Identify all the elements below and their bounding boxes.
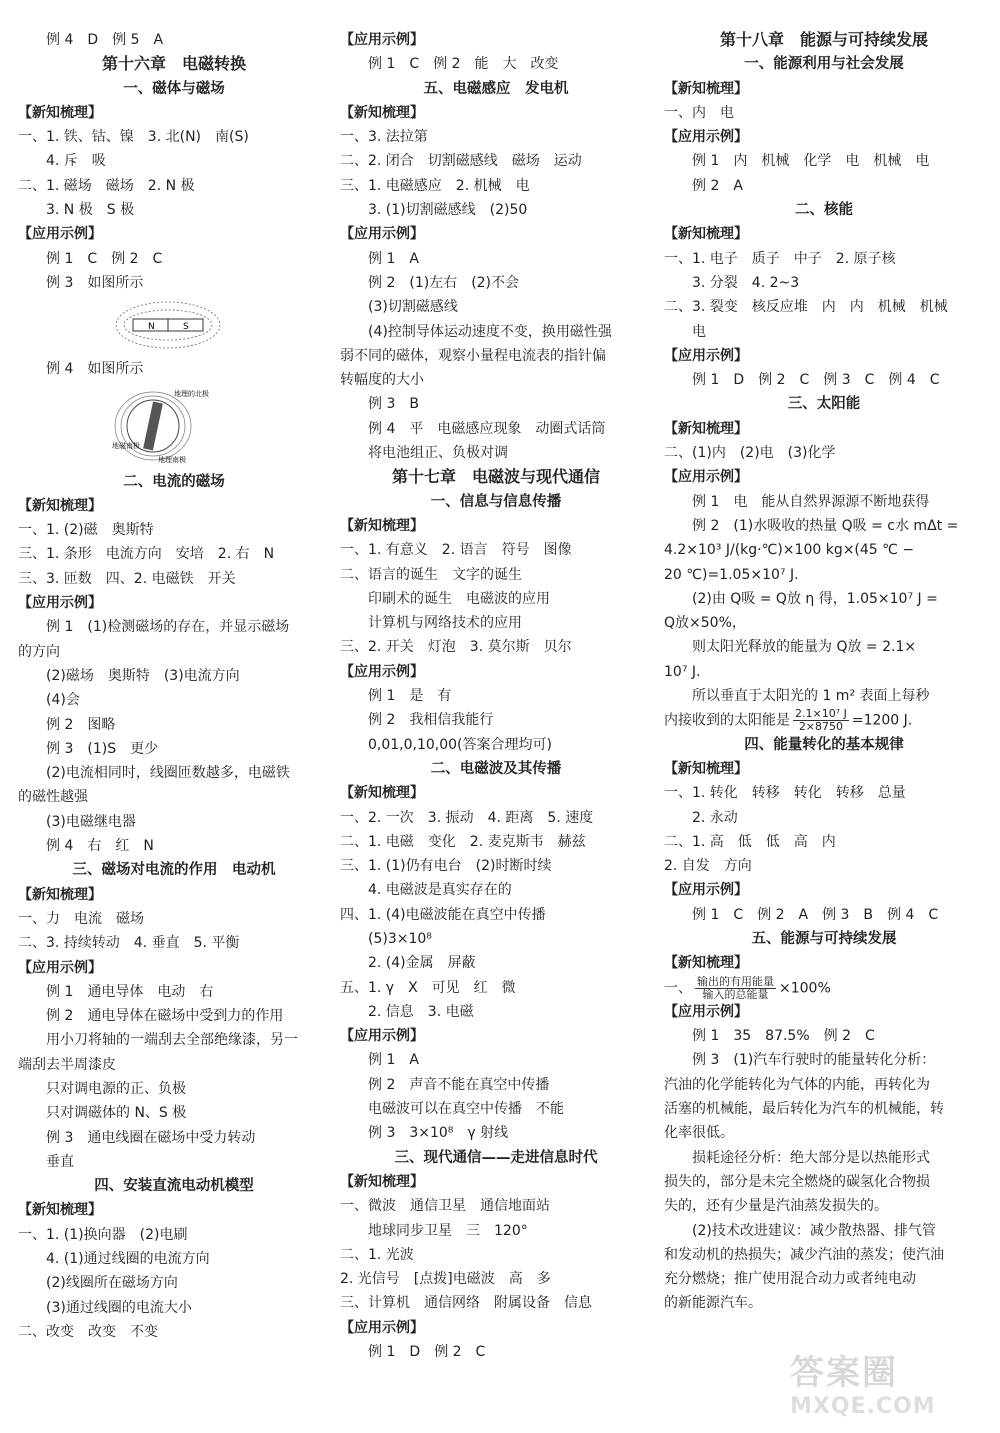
- answer-line: 三、3. 匝数 四、2. 电磁铁 开关: [18, 570, 236, 587]
- answer-line: 二、3. 持续转动 4. 垂直 5. 平衡: [18, 935, 240, 952]
- answer-line: 一、微波 通信卫星 通信地面站: [340, 1198, 550, 1215]
- answer-line: 印刷术的诞生 电磁波的应用: [368, 590, 550, 607]
- figure-label: 地理南极: [158, 455, 186, 464]
- answer-line: 垂直: [46, 1153, 74, 1170]
- answer-line: 例 3 3×10⁸ γ 射线: [368, 1125, 509, 1142]
- section-title: 二、核能: [795, 202, 853, 219]
- answer-line: 汽油的化学能转化为气体的内能，再转化为: [664, 1076, 930, 1093]
- answer-line: 例 2 声音不能在真空中传播: [368, 1076, 550, 1093]
- new-knowledge-label: 【新知梳理】: [664, 420, 748, 437]
- north-pole-label: N: [148, 322, 155, 333]
- answer-line: 三、1. (1)仍有电台 (2)时断时续: [340, 858, 552, 875]
- answer-line: 例 2 (1)水吸收的热量 Q吸 = c水 mΔt =: [692, 517, 959, 534]
- answer-line: 五、1. γ X 可见 红 微: [340, 979, 516, 996]
- answer-line: (2)技术改进建议：减少散热器、排气管: [692, 1222, 936, 1239]
- answer-line: 例 1 35 87.5% 例 2 C: [692, 1028, 875, 1045]
- answer-line: 一、力 电流 磁场: [18, 910, 144, 927]
- application-label: 【应用示例】: [664, 1003, 748, 1020]
- answer-line: 例 1 通电导体 电动 右: [46, 983, 214, 1000]
- answer-line: 损耗途径分析：绝大部分是以热能形式: [692, 1149, 930, 1166]
- answer-line: 二、2. 闭合 切割磁感线 磁场 运动: [340, 153, 582, 170]
- chapter-16-title: 第十六章 电磁转换: [101, 54, 246, 74]
- answer-line: 二、改变 改变 不变: [18, 1323, 158, 1340]
- application-label: 【应用示例】: [664, 469, 748, 486]
- answer-line: 0,01,0,10,00(答案合理均可): [368, 736, 552, 753]
- answer-line: 的磁性越强: [18, 789, 88, 806]
- answer-line: 用小刀将轴的一端刮去全部绝缘漆，另一: [46, 1032, 298, 1049]
- answer-line: 则太阳光释放的能量为 Q放 = 2.1×: [692, 639, 917, 656]
- application-label: 【应用示例】: [340, 1319, 424, 1336]
- answer-line: 例 2 通电导体在磁场中受到力的作用: [46, 1008, 284, 1025]
- answer-line: 二、1. 磁场 磁场 2. N 极: [18, 177, 195, 194]
- bar-magnet-field-diagram: [113, 299, 223, 351]
- answer-line: 一、2. 一次 3. 振动 4. 距离 5. 速度: [340, 809, 594, 826]
- answer-line: (2)线圈所在磁场方向: [46, 1275, 178, 1292]
- new-knowledge-label: 【新知梳理】: [664, 760, 748, 777]
- answer-line: 的新能源汽车。: [664, 1295, 762, 1312]
- answer-line: 所以垂直于太阳光的 1 m² 表面上每秒: [692, 688, 930, 705]
- answer-line: 例 3 (1)S 更少: [46, 740, 159, 757]
- earth-magnetic-field-diagram: [108, 386, 228, 464]
- answer-line: 活塞的机械能，最后转化为汽车的机械能，转: [664, 1101, 944, 1118]
- answer-line: 电磁波可以在真空中传播 不能: [368, 1101, 564, 1118]
- new-knowledge-label: 【新知梳理】: [340, 104, 424, 121]
- bar-magnet-figure: [113, 299, 223, 351]
- answer-line: 4. (1)通过线圈的电流方向: [46, 1251, 210, 1268]
- answer-line: 将电池组正、负极对调: [368, 445, 508, 462]
- answer-line: (3)切割磁感线: [368, 299, 458, 316]
- answer-line: (2)由 Q吸 = Q放 η 得，1.05×10⁷ J =: [692, 590, 938, 607]
- new-knowledge-label: 【新知梳理】: [18, 104, 102, 121]
- answer-line: 例 4 右 红 N: [46, 838, 154, 855]
- application-label: 【应用示例】: [340, 32, 424, 48]
- answer-line: 三、1. 电磁感应 2. 机械 电: [340, 177, 530, 194]
- application-label: 【应用示例】: [18, 959, 102, 976]
- answer-line: 一、1. 铁、钴、镍 3. 北(N) 南(S): [18, 129, 249, 146]
- answer-line: 充分燃烧；推广使用混合动力或者纯电动: [664, 1271, 916, 1288]
- answer-line: 一、1. (1)换向器 (2)电刷: [18, 1226, 188, 1243]
- section-title: 三、太阳能: [787, 396, 861, 413]
- answer-line: 化率很低。: [664, 1125, 734, 1142]
- answer-line: 3. (1)切割磁感线 (2)50: [368, 202, 528, 219]
- answer-line: (2)磁场 奥斯特 (3)电流方向: [46, 667, 240, 684]
- section-title: 五、电磁感应 发电机: [423, 80, 569, 97]
- answer-line: 例 1 A: [368, 1052, 419, 1069]
- answer-line: 二、1. 高 低 低 高 内: [664, 833, 836, 850]
- answer-line: 例 4 如图所示: [46, 361, 144, 378]
- new-knowledge-label: 【新知梳理】: [18, 497, 102, 514]
- application-label: 【应用示例】: [664, 347, 748, 364]
- answer-line: 一、1. (2)磁 奥斯特: [18, 522, 154, 539]
- application-label: 【应用示例】: [340, 226, 424, 243]
- efficiency-formula: [664, 976, 984, 1000]
- answer-line: 二、3. 裂变 核反应堆 内 内 机械 机械: [664, 299, 948, 316]
- section-title: 四、能量转化的基本规律: [744, 736, 904, 753]
- section-title: 一、能源利用与社会发展: [744, 56, 904, 73]
- answer-line: 例 1 A: [368, 250, 419, 267]
- fraction-prefix: 内接收到的太阳能是: [664, 712, 790, 729]
- column-1: [18, 28, 330, 1344]
- answer-line: 一、3. 法拉第: [340, 129, 428, 146]
- fraction: [793, 708, 849, 732]
- answer-line: 一、1. 转化 转移 转化 转移 总量: [664, 785, 906, 802]
- answer-line: 端刮去半周漆皮: [18, 1056, 116, 1073]
- section-title: 三、现代通信——走进信息时代: [394, 1149, 598, 1166]
- fraction-denominator: 输入的总能量: [702, 987, 769, 1000]
- answer-line: 2. 自发 方向: [664, 858, 752, 875]
- answer-line: 四、1. (4)电磁波能在真空中传播: [340, 906, 546, 923]
- south-pole-label: S: [183, 322, 189, 333]
- answer-line: 例 1 电 能从自然界源源不断地获得: [692, 493, 930, 510]
- watermark: [790, 1345, 980, 1419]
- answer-line: 三、2. 开关 灯泡 3. 莫尔斯 贝尔: [340, 639, 572, 656]
- answer-line: 只对调电源的正、负极: [46, 1080, 186, 1097]
- answer-line: 只对调磁体的 N、S 极: [46, 1105, 187, 1122]
- application-label: 【应用示例】: [664, 129, 748, 146]
- section-title: 四、安装直流电动机模型: [94, 1178, 254, 1195]
- new-knowledge-label: 【新知梳理】: [340, 1173, 424, 1190]
- fraction-numerator: 2.1×10⁷ J: [795, 708, 847, 721]
- answer-line: 例 1 C 例 2 C: [46, 250, 163, 267]
- answer-line: (5)3×10⁸: [368, 930, 432, 947]
- answer-line: 例 2 我相信我能行: [368, 712, 494, 729]
- answer-line: 二、(1)内 (2)电 (3)化学: [664, 445, 836, 462]
- application-label: 【应用示例】: [18, 595, 102, 612]
- answer-line: 例 1 C 例 2 A 例 3 B 例 4 C: [692, 906, 939, 923]
- answer-line: 例 1 内 机械 化学 电 机械 电: [692, 153, 930, 170]
- answer-line: 2. (4)金属 屏蔽: [368, 955, 476, 972]
- answer-line: 例 3 B: [368, 396, 419, 413]
- answer-line: 例 4 平 电磁感应现象 动圈式话筒: [368, 420, 606, 437]
- new-knowledge-label: 【新知梳理】: [18, 886, 102, 903]
- answer-line: 一、1. 有意义 2. 语言 符号 图像: [340, 542, 572, 559]
- answer-line: 例 1 (1)检测磁场的存在，并显示磁场: [46, 619, 290, 636]
- chapter-18-title: 第十八章 能源与可持续发展: [719, 30, 928, 49]
- section-title: 二、电流的磁场: [123, 473, 225, 490]
- answer-line: 2. 信息 3. 电磁: [368, 1003, 474, 1020]
- column-3: [664, 28, 984, 1316]
- answer-line: 3. N 极 S 极: [46, 202, 135, 219]
- answer-line: 弱不同的磁体，观察小量程电流表的指针偏: [340, 347, 606, 364]
- fraction-line: [664, 708, 984, 732]
- answer-line: 地球同步卫星 三 120°: [368, 1222, 528, 1239]
- answer-line: 3. 分裂 4. 2~3: [692, 274, 800, 291]
- answer-line: (3)电磁继电器: [46, 813, 136, 830]
- answer-line: 例 4 D 例 5 A: [46, 32, 164, 48]
- application-label: 【应用示例】: [340, 663, 424, 680]
- fraction-suffix: =1200 J.: [851, 712, 913, 729]
- answer-line: 三、计算机 通信网络 附属设备 信息: [340, 1295, 592, 1312]
- figure-label: 地理的北极: [174, 389, 209, 398]
- answer-line: 电: [692, 323, 706, 340]
- application-label: 【应用示例】: [340, 1028, 424, 1045]
- formula-prefix: 一、: [664, 980, 692, 997]
- answer-line: 4.2×10³ J/(kg·℃)×100 kg×(45 ℃ −: [664, 542, 915, 559]
- answer-line: 4. 电磁波是真实存在的: [368, 882, 512, 899]
- answer-line: 转幅度的大小: [340, 372, 424, 389]
- application-label: 【应用示例】: [18, 226, 102, 243]
- watermark-logo: 答案圈: [790, 1353, 898, 1393]
- answer-line: (4)控制导体运动速度不变，换用磁性强: [368, 323, 612, 340]
- application-label: 【应用示例】: [664, 882, 748, 899]
- answer-line: 例 3 如图所示: [46, 274, 144, 291]
- answer-line: (3)通过线圈的电流大小: [46, 1299, 192, 1316]
- answer-line: 二、语言的诞生 文字的诞生: [340, 566, 522, 583]
- answer-line: 失的，还有少量是汽油蒸发损失的。: [664, 1198, 888, 1215]
- answer-line: 2. 永动: [692, 809, 738, 826]
- watermark-url: MXQE.COM: [790, 1394, 936, 1419]
- section-title: 一、信息与信息传播: [430, 493, 562, 510]
- fraction-denominator: 2×8750: [798, 720, 844, 733]
- section-title: 一、磁体与磁场: [123, 80, 225, 97]
- answer-line: (2)电流相同时，线圈匝数越多，电磁铁: [46, 765, 290, 782]
- answer-line: 4. 斥 吸: [46, 153, 106, 170]
- answer-line: 一、内 电: [664, 104, 734, 121]
- formula-suffix: ×100%: [779, 980, 831, 997]
- new-knowledge-label: 【新知梳理】: [664, 80, 748, 97]
- new-knowledge-label: 【新知梳理】: [340, 785, 424, 802]
- answer-line: 和发动机的热损失；减少汽油的蒸发；使汽油: [664, 1246, 944, 1263]
- answer-line: Q放×50%，: [664, 615, 746, 632]
- answer-line: 例 1 D 例 2 C: [368, 1344, 486, 1361]
- answer-line: 二、1. 光波: [340, 1246, 414, 1263]
- answer-line: (4)会: [46, 692, 80, 709]
- section-title: 二、电磁波及其传播: [430, 760, 562, 777]
- answer-line: 一、1. 电子 质子 中子 2. 原子核: [664, 250, 896, 267]
- answer-line: 计算机与网络技术的应用: [368, 615, 522, 632]
- answer-line: 2. 光信号 [点拨]电磁波 高 多: [340, 1271, 551, 1288]
- answer-line: 例 1 C 例 2 能 大 改变: [368, 56, 559, 73]
- answer-line: 损失的，部分是未完全燃烧的碳氢化合物损: [664, 1173, 930, 1190]
- answer-line: 例 2 A: [692, 177, 743, 194]
- column-2: [340, 28, 652, 1364]
- answer-line: 例 2 (1)左右 (2)不会: [368, 274, 520, 291]
- answer-line: 例 1 是 有: [368, 688, 452, 705]
- chapter-17-title: 第十七章 电磁波与现代通信: [391, 467, 600, 487]
- new-knowledge-label: 【新知梳理】: [340, 517, 424, 534]
- answer-line: 二、1. 电磁 变化 2. 麦克斯韦 赫兹: [340, 833, 586, 850]
- earth-magnetic-figure: [108, 386, 228, 464]
- answer-line: 的方向: [18, 643, 60, 660]
- answer-line: 20 ℃)=1.05×10⁷ J.: [664, 566, 799, 583]
- answer-line: 例 3 (1)汽车行驶时的能量转化分析：: [692, 1052, 936, 1069]
- answer-line: 例 2 图略: [46, 716, 116, 733]
- fraction-numerator: 输出的有用能量: [697, 975, 774, 988]
- new-knowledge-label: 【新知梳理】: [18, 1202, 102, 1219]
- answer-line: 三、1. 条形 电流方向 安培 2. 右 N: [18, 546, 275, 563]
- efficiency-fraction: [695, 976, 776, 1000]
- answer-line: 例 1 D 例 2 C 例 3 C 例 4 C: [692, 372, 940, 389]
- answer-line: 10⁷ J.: [664, 663, 701, 680]
- new-knowledge-label: 【新知梳理】: [664, 955, 748, 972]
- section-title: 五、能源与可持续发展: [751, 930, 897, 947]
- answer-line: 例 3 通电线圈在磁场中受力转动: [46, 1129, 256, 1146]
- section-title: 三、磁场对电流的作用 电动机: [72, 862, 276, 879]
- new-knowledge-label: 【新知梳理】: [664, 226, 748, 243]
- figure-label: 地磁南极: [112, 441, 140, 450]
